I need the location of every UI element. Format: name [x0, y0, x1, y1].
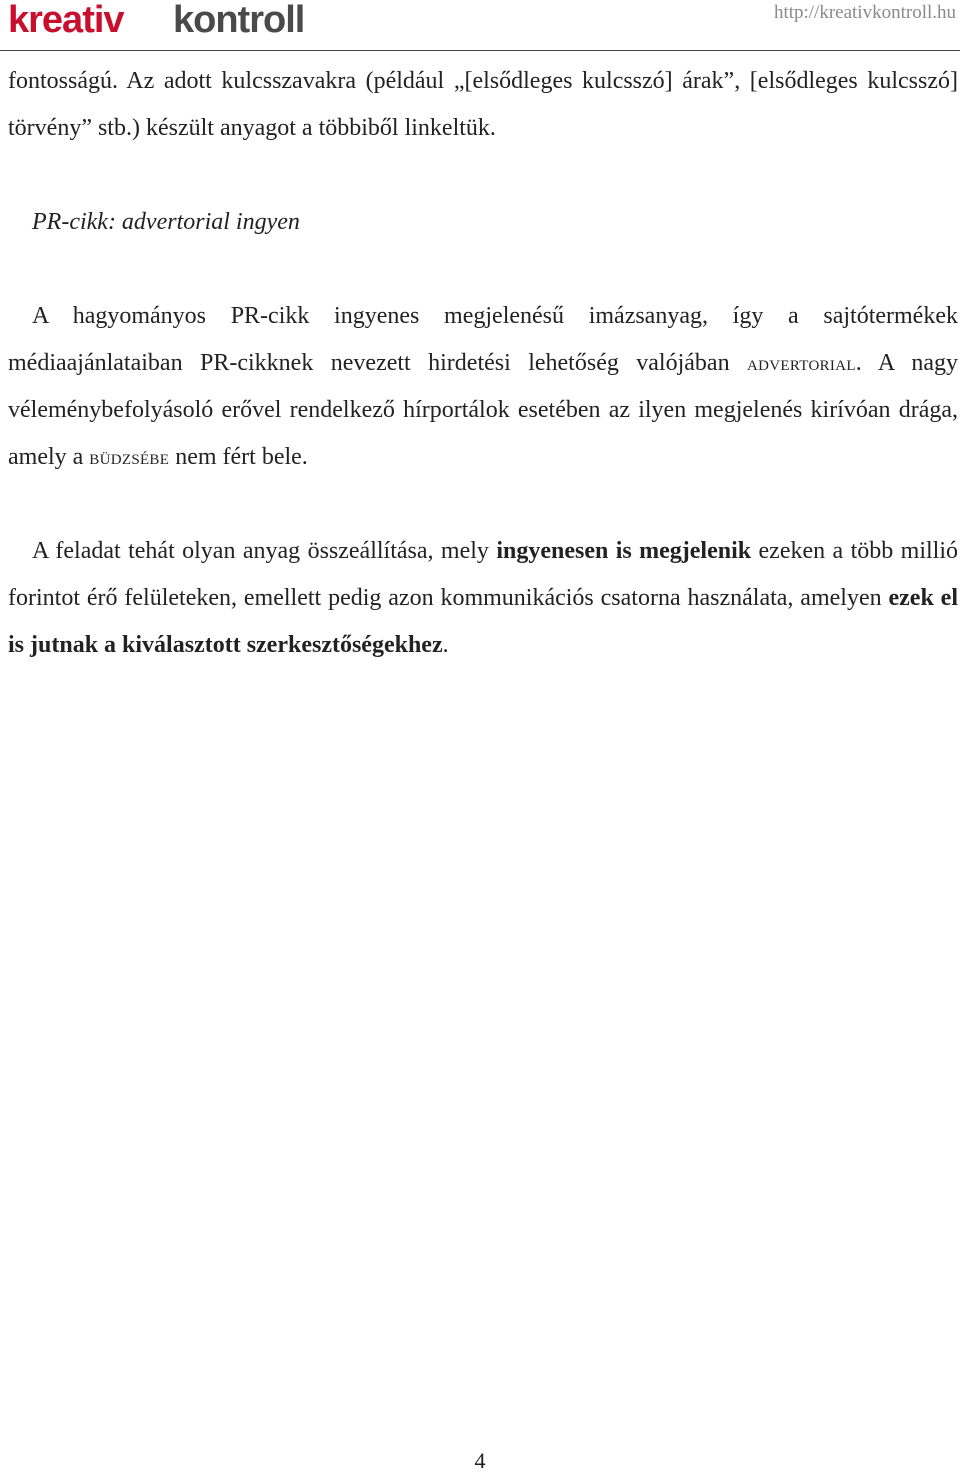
svg-text:kontroll: kontroll: [173, 0, 305, 41]
paragraph-text: A hagyományos PR-cikk ingyenes megjelenésű imázsanyag, így a sajtótermékek médiaajánlataiban PR-cikknek nevezett hirdetési lehetőség valójában: [8, 303, 958, 376]
paragraph-text: .: [442, 632, 449, 658]
small-caps-term: advertorial: [747, 351, 856, 375]
paragraph-feladat: [8, 528, 958, 669]
paragraph-text: A feladat tehát olyan anyag összeállítása, mely: [32, 538, 497, 564]
paragraph-text: nem fért bele.: [169, 444, 308, 470]
logo-wordmark: [8, 0, 368, 44]
bold-phrase: ezek el is jutnak a kiválasztott szerkesztőségekhez: [8, 585, 959, 658]
section-subtitle: PR-cikk: advertorial ingyen: [32, 209, 300, 235]
small-caps-term: büdzsébe: [89, 445, 170, 469]
svg-text:kreativ: kreativ: [8, 0, 124, 41]
paragraph-text: ezeken a több millió forintot érő felületeken, emellett pedig azon kommunikációs csatorna használata, amelyen: [8, 538, 958, 611]
intro-paragraph: fontosságú. Az adott kulcsszavakra (például „[elsődleges kulcsszó] árak”, [elsődleges kulcsszó] törvény” stb.) készült anyagot a többiből linkeltük.: [8, 68, 958, 141]
document-body: [8, 58, 958, 669]
header-url[interactable]: http://kreativkontroll.hu: [773, 2, 956, 23]
page-number: 4: [474, 1448, 486, 1473]
bold-phrase: ingyenesen is megjelenik: [496, 538, 752, 564]
page-header: [0, 0, 960, 51]
kreativ-kontroll-logo[interactable]: [8, 0, 368, 44]
paragraph-text: . A nagy véleménybefolyásoló erővel rendelkező hírportálok esetében az ilyen megjelenés kirívóan drága, amely a: [8, 350, 958, 470]
paragraph-pr-cikk: [8, 293, 958, 481]
